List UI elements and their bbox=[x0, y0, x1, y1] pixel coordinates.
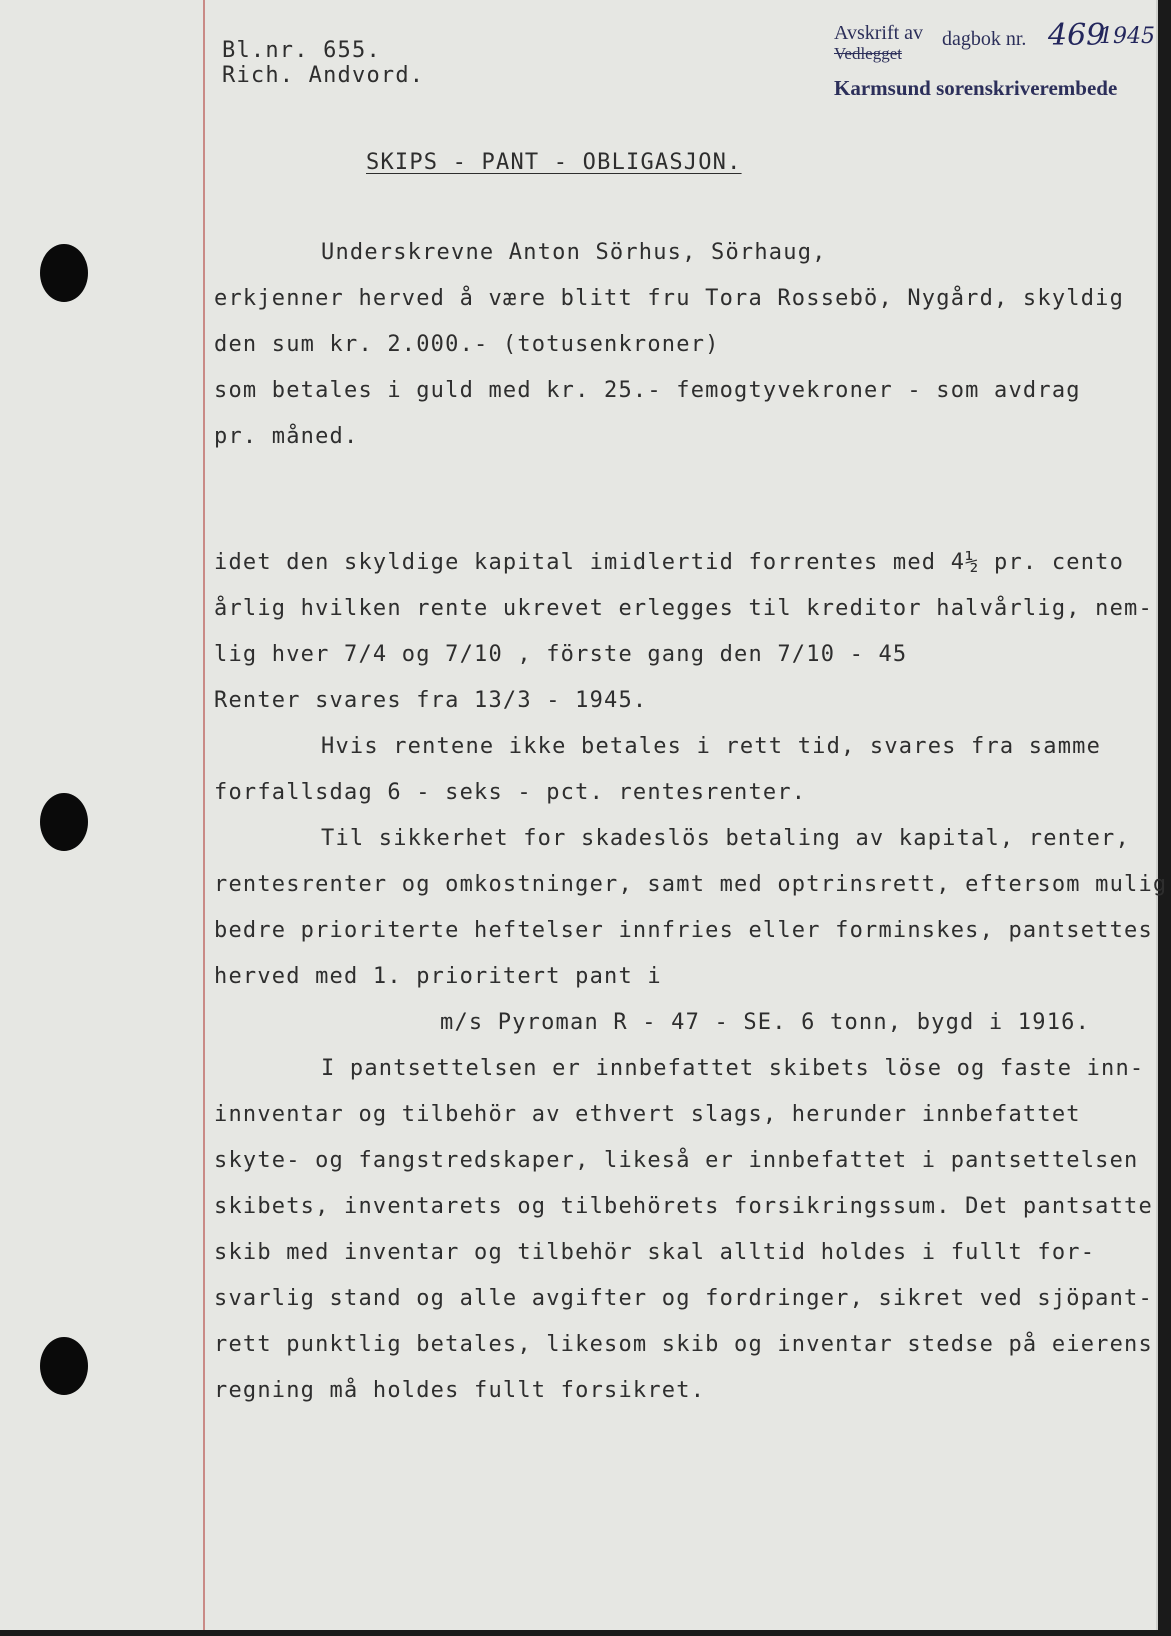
form-number: Bl.nr. 655. bbox=[222, 38, 381, 63]
punch-hole-top bbox=[40, 244, 88, 302]
publisher: Rich. Andvord. bbox=[222, 63, 425, 88]
text-line-18: innventar og tilbehör av ethvert slags, herunder innbefattet bbox=[214, 1102, 1081, 1127]
stamp-label: dagbok nr. bbox=[942, 28, 1027, 50]
stamp-struck-word: Vedlegget bbox=[834, 44, 902, 63]
text-line-1: Underskrevne Anton Sörhus, Sörhaug, bbox=[321, 240, 827, 265]
text-line-7: årlig hvilken rente ukrevet erlegges til kreditor halvårlig, nem- bbox=[214, 596, 1153, 621]
text-line-23: rett punktlig betales, likesom skib og inventar stedse på eierens bbox=[214, 1332, 1153, 1357]
text-line-16-vessel: m/s Pyroman R - 47 - SE. 6 tonn, bygd i 1916. bbox=[440, 1010, 1091, 1035]
text-line-10: Hvis rentene ikke betales i rett tid, svares fra samme bbox=[321, 734, 1102, 759]
document-title: SKIPS - PANT - OBLIGASJON. bbox=[366, 150, 742, 175]
text-line-24: regning må holdes fullt forsikret. bbox=[214, 1378, 706, 1403]
journal-number: 469 bbox=[1048, 18, 1106, 53]
punch-hole-bottom bbox=[40, 1337, 88, 1395]
text-line-11: forfallsdag 6 - seks - pct. rentesrenter. bbox=[214, 780, 807, 805]
text-line-8: lig hver 7/4 og 7/10 , förste gang den 7/10 - 45 bbox=[214, 642, 908, 667]
text-line-9: Renter svares fra 13/3 - 1945. bbox=[214, 688, 648, 713]
text-line-14: bedre prioriterte heftelser innfries eller forminskes, pantsettes bbox=[214, 918, 1153, 943]
court-office-stamp: Karmsund sorenskriverembede bbox=[834, 76, 1118, 100]
text-line-2: erkjenner herved å være blitt fru Tora Rossebö, Nygård, skyldig bbox=[214, 286, 1125, 311]
text-line-12: Til sikkerhet for skadeslös betaling av kapital, renter, bbox=[321, 826, 1130, 851]
text-line-5: pr. måned. bbox=[214, 424, 359, 449]
text-line-6: idet den skyldige kapital imidlertid forrentes med 4½ pr. cento bbox=[214, 550, 1125, 575]
text-line-20: skibets, inventarets og tilbehörets forsikringssum. Det pantsatte bbox=[214, 1194, 1153, 1219]
journal-year: 1945 bbox=[1099, 24, 1155, 49]
text-line-17: I pantsettelsen er innbefattet skibets löse og faste inn- bbox=[321, 1056, 1145, 1081]
text-line-19: skyte- og fangstredskaper, likeså er innbefattet i pantsettelsen bbox=[214, 1148, 1139, 1173]
text-line-22: svarlig stand og alle avgifter og fordringer, sikret ved sjöpant- bbox=[214, 1286, 1153, 1311]
text-line-4: som betales i guld med kr. 25.- femogtyvekroner - som avdrag bbox=[214, 378, 1081, 403]
punch-hole-middle bbox=[40, 793, 88, 851]
text-line-21: skib med inventar og tilbehör skal alltid holdes i fullt for- bbox=[214, 1240, 1096, 1265]
text-line-15: herved med 1. prioritert pant i bbox=[214, 964, 662, 989]
stamp-prefix: Avskrift av bbox=[834, 22, 924, 44]
margin-line bbox=[203, 0, 205, 1630]
text-line-13: rentesrenter og omkostninger, samt med optrinsrett, eftersom mulig bbox=[214, 872, 1168, 897]
text-line-3: den sum kr. 2.000.- (totusenkroner) bbox=[214, 332, 720, 357]
